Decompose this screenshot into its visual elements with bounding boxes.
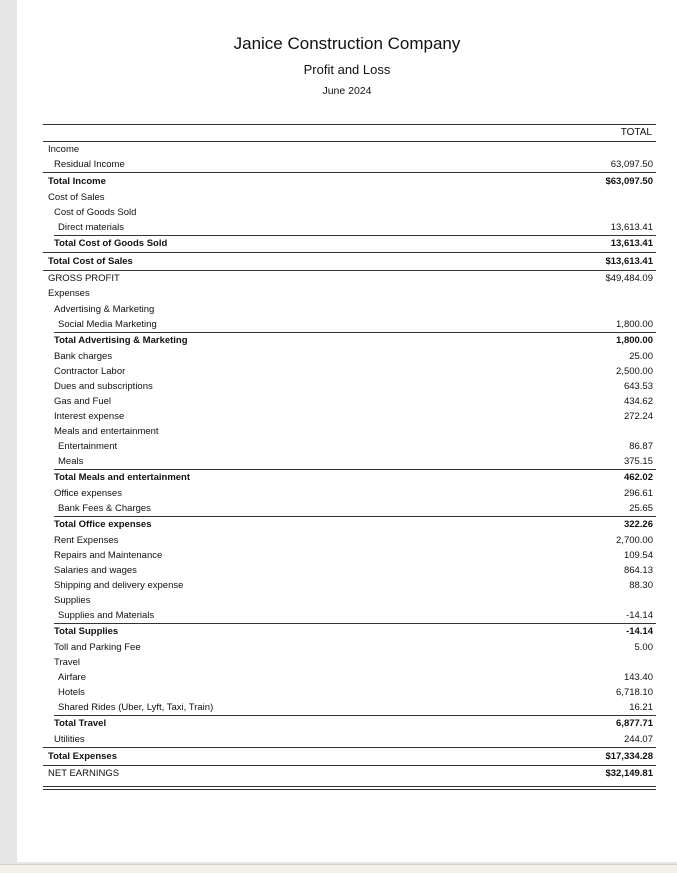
total-row: [43, 747, 656, 765]
row-label: Cost of Goods Sold: [54, 207, 137, 218]
row-label: Total Travel: [54, 718, 107, 729]
total-row: [43, 252, 656, 270]
row-value: 434.62: [623, 396, 653, 407]
row-label: Meals and entertainment: [54, 426, 159, 437]
row-value: 109.54: [623, 550, 653, 561]
report-row: [43, 640, 656, 655]
report-row: [43, 270, 656, 286]
row-value: 25.65: [629, 503, 653, 514]
row-value: $13,613.41: [605, 256, 653, 267]
row-label: Advertising & Marketing: [54, 304, 155, 315]
report-row: [43, 424, 656, 439]
report-row: [43, 685, 656, 700]
row-label: Total Cost of Sales: [48, 256, 133, 267]
row-label: Repairs and Maintenance: [54, 550, 163, 561]
report-row: [43, 349, 656, 364]
row-value: 643.53: [623, 381, 653, 392]
row-label: Total Advertising & Marketing: [54, 335, 188, 346]
report-row: [43, 439, 656, 454]
row-value: 13,613.41: [610, 238, 653, 249]
row-label: NET EARNINGS: [48, 768, 120, 779]
report-row: [43, 700, 656, 715]
total-row: [43, 235, 656, 252]
report-row: [43, 563, 656, 578]
report-row: [43, 593, 656, 608]
company-name: Janice Construction Company: [233, 34, 461, 53]
report-row: [43, 578, 656, 593]
row-label: Total Expenses: [48, 751, 117, 762]
row-label: Hotels: [58, 687, 85, 698]
row-label: Dues and subscriptions: [54, 381, 153, 392]
row-label: Shipping and delivery expense: [54, 580, 184, 591]
row-value: $63,097.50: [605, 176, 653, 187]
row-value: 63,097.50: [610, 159, 653, 170]
row-label: Total Cost of Goods Sold: [54, 238, 168, 249]
row-label: Cost of Sales: [48, 192, 105, 203]
row-label: Bank charges: [54, 351, 113, 362]
row-value: 143.40: [623, 672, 653, 683]
total-row: [43, 623, 656, 640]
report-row: [43, 409, 656, 424]
row-label: Total Income: [48, 176, 106, 187]
row-value: 272.24: [623, 411, 653, 422]
row-label: Entertainment: [58, 441, 118, 452]
row-value: 296.61: [623, 488, 653, 499]
row-value: $17,334.28: [605, 751, 653, 762]
report-row: [43, 286, 656, 302]
report-page: [17, 0, 677, 862]
total-row: [43, 516, 656, 533]
row-label: Expenses: [48, 288, 90, 299]
row-label: Income: [48, 144, 80, 155]
row-label: Salaries and wages: [54, 565, 137, 576]
row-label: Social Media Marketing: [58, 319, 157, 330]
double-underline: [43, 786, 656, 787]
row-value: 25.00: [629, 351, 653, 362]
column-header-total: TOTAL: [620, 127, 652, 138]
row-value: 2,700.00: [616, 535, 653, 546]
report-row: [43, 364, 656, 379]
row-label: Total Supplies: [54, 626, 119, 637]
row-label: Bank Fees & Charges: [58, 503, 151, 514]
row-value: 462.02: [623, 472, 653, 483]
total-row: [43, 172, 656, 190]
row-label: Utilities: [54, 734, 85, 745]
row-value: 244.07: [623, 734, 653, 745]
row-value: -14.14: [626, 610, 653, 621]
total-row: [43, 332, 656, 349]
row-label: Shared Rides (Uber, Lyft, Taxi, Train): [58, 702, 214, 713]
report-row: [43, 302, 656, 317]
report-row: [43, 608, 656, 623]
report-row: [43, 394, 656, 409]
row-value: 16.21: [629, 702, 653, 713]
report-title: Profit and Loss: [303, 62, 391, 77]
report-row: [43, 548, 656, 563]
row-value: 322.26: [623, 519, 653, 530]
row-value: $49,484.09: [605, 273, 653, 284]
report-row: [43, 454, 656, 469]
report-row: [43, 190, 656, 205]
report-row: [43, 317, 656, 332]
row-value: 88.30: [629, 580, 653, 591]
row-label: GROSS PROFIT: [48, 273, 120, 284]
row-label: Rent Expenses: [54, 535, 119, 546]
row-value: 1,800.00: [616, 319, 653, 330]
row-value: 6,877.71: [616, 718, 653, 729]
report-row: [43, 220, 656, 235]
report-row: [43, 142, 656, 157]
report-row: [43, 157, 656, 172]
row-label: Airfare: [58, 672, 86, 683]
row-label: Toll and Parking Fee: [54, 642, 141, 653]
row-value: 6,718.10: [616, 687, 653, 698]
row-label: Total Meals and entertainment: [54, 472, 191, 483]
report-rows: [43, 142, 656, 783]
report-row: [43, 655, 656, 670]
report-row: [43, 501, 656, 516]
row-label: Interest expense: [54, 411, 125, 422]
row-label: Travel: [54, 657, 81, 668]
row-value: 86.87: [629, 441, 653, 452]
row-label: Direct materials: [58, 222, 124, 233]
report-row: [43, 379, 656, 394]
row-value: 2,500.00: [616, 366, 653, 377]
row-value: $32,149.81: [605, 768, 653, 779]
row-value: 375.15: [623, 456, 653, 467]
row-label: Meals: [58, 456, 84, 467]
row-value: 1,800.00: [616, 335, 653, 346]
report-table: [43, 124, 656, 783]
total-row: [43, 715, 656, 732]
row-label: Supplies and Materials: [58, 610, 155, 621]
row-label: Office expenses: [54, 488, 122, 499]
row-label: Contractor Labor: [54, 366, 126, 377]
double-underline: [43, 789, 656, 790]
row-label: Gas and Fuel: [54, 396, 112, 407]
report-row: [43, 732, 656, 747]
report-row: [43, 205, 656, 220]
report-period: June 2024: [322, 85, 372, 97]
row-value: 13,613.41: [610, 222, 653, 233]
row-label: Supplies: [54, 595, 91, 606]
report-row: [43, 670, 656, 685]
row-value: 5.00: [634, 642, 653, 653]
row-value: -14.14: [626, 626, 653, 637]
report-row: [43, 533, 656, 548]
total-row: [43, 469, 656, 486]
net-earnings-row: [43, 765, 656, 783]
row-label: Residual Income: [54, 159, 125, 170]
report-row: [43, 486, 656, 501]
column-header-row: [43, 124, 656, 142]
row-value: 864.13: [623, 565, 653, 576]
row-label: Total Office expenses: [54, 519, 152, 530]
